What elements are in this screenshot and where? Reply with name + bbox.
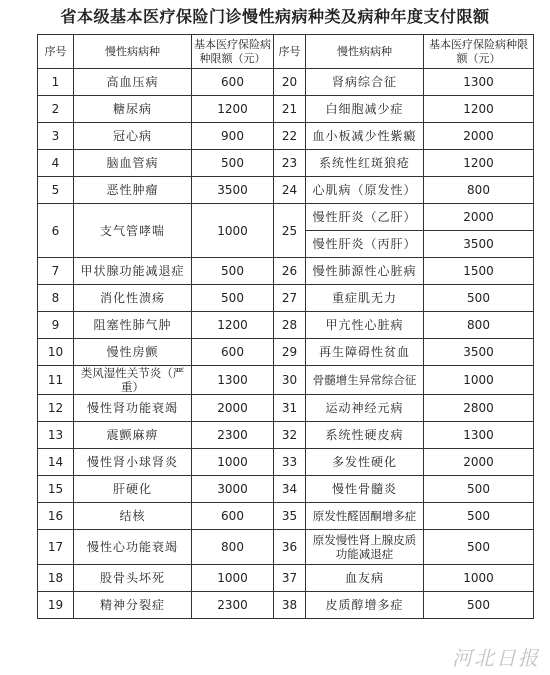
table-row — [38, 476, 534, 503]
table-row — [38, 96, 534, 123]
limit-amount: 2800 — [424, 395, 534, 422]
disease-name: 血友病 — [306, 565, 424, 592]
table-row — [38, 69, 534, 96]
table-row — [38, 530, 534, 565]
row-number: 21 — [274, 96, 306, 123]
disease-name: 系统性硬皮病 — [306, 422, 424, 449]
row-number: 27 — [274, 285, 306, 312]
disease-name: 原发慢性肾上腺皮质功能减退症 — [306, 530, 424, 565]
disease-name: 慢性房颤 — [74, 339, 192, 366]
disease-name: 糖尿病 — [74, 96, 192, 123]
limit-amount: 3500 — [192, 177, 274, 204]
disease-name: 慢性肝炎（丙肝） — [306, 231, 424, 258]
row-number: 28 — [274, 312, 306, 339]
limit-amount: 1200 — [192, 96, 274, 123]
row-number: 23 — [274, 150, 306, 177]
limit-amount: 2000 — [424, 123, 534, 150]
limit-amount: 1000 — [192, 565, 274, 592]
table-row — [38, 366, 534, 395]
disease-name: 慢性肝炎（乙肝） — [306, 204, 424, 231]
disease-name: 原发性醛固酮增多症 — [306, 503, 424, 530]
table-row — [38, 123, 534, 150]
table-row — [38, 258, 534, 285]
row-number: 11 — [38, 366, 74, 395]
table-header-row — [38, 35, 534, 69]
disease-name: 震颤麻痹 — [74, 422, 192, 449]
row-number: 20 — [274, 69, 306, 96]
limit-amount: 600 — [192, 339, 274, 366]
disease-name: 脑血管病 — [74, 150, 192, 177]
disease-name: 高血压病 — [74, 69, 192, 96]
row-number: 19 — [38, 592, 74, 619]
disease-name: 恶性肿瘤 — [74, 177, 192, 204]
header-disease-right: 慢性病病种 — [306, 35, 424, 69]
limit-amount: 2300 — [192, 422, 274, 449]
row-number: 22 — [274, 123, 306, 150]
disease-name: 慢性肾小球肾炎 — [74, 449, 192, 476]
limit-amount: 1300 — [424, 69, 534, 96]
disease-name: 多发性硬化 — [306, 449, 424, 476]
limit-amount: 500 — [192, 285, 274, 312]
disease-name: 慢性肾功能衰竭 — [74, 395, 192, 422]
row-number: 38 — [274, 592, 306, 619]
row-number: 13 — [38, 422, 74, 449]
disease-name: 慢性肺源性心脏病 — [306, 258, 424, 285]
limit-amount: 500 — [424, 503, 534, 530]
limit-amount: 1000 — [424, 565, 534, 592]
limit-amount: 3500 — [424, 231, 534, 258]
table-row — [38, 177, 534, 204]
table-row — [38, 565, 534, 592]
table-row — [38, 592, 534, 619]
table-row — [38, 395, 534, 422]
limit-amount: 1000 — [424, 366, 534, 395]
row-number: 9 — [38, 312, 74, 339]
header-seq: 序号 — [38, 35, 74, 69]
watermark-logo: 河北日报 — [452, 646, 540, 670]
disease-name: 肝硬化 — [74, 476, 192, 503]
row-number: 36 — [274, 530, 306, 565]
table-row — [38, 422, 534, 449]
disease-name: 再生障碍性贫血 — [306, 339, 424, 366]
limit-amount: 1500 — [424, 258, 534, 285]
limit-amount: 500 — [424, 530, 534, 565]
row-number: 15 — [38, 476, 74, 503]
disease-name: 甲亢性心脏病 — [306, 312, 424, 339]
disease-name: 结核 — [74, 503, 192, 530]
disease-name: 血小板减少性紫癜 — [306, 123, 424, 150]
limit-amount: 800 — [192, 530, 274, 565]
disease-name: 重症肌无力 — [306, 285, 424, 312]
row-number: 31 — [274, 395, 306, 422]
row-number: 30 — [274, 366, 306, 395]
table-row — [38, 339, 534, 366]
row-number: 12 — [38, 395, 74, 422]
row-number: 37 — [274, 565, 306, 592]
row-number: 14 — [38, 449, 74, 476]
row-number: 16 — [38, 503, 74, 530]
row-number: 2 — [38, 96, 74, 123]
limit-amount: 500 — [424, 285, 534, 312]
row-number: 26 — [274, 258, 306, 285]
limit-amount: 1200 — [424, 150, 534, 177]
row-number: 8 — [38, 285, 74, 312]
disease-name: 系统性红斑狼疮 — [306, 150, 424, 177]
limit-amount: 600 — [192, 69, 274, 96]
row-number: 18 — [38, 565, 74, 592]
disease-name: 甲状腺功能减退症 — [74, 258, 192, 285]
table-row — [38, 449, 534, 476]
row-number: 35 — [274, 503, 306, 530]
limit-amount: 1200 — [424, 96, 534, 123]
page-title: 省本级基本医疗保险门诊慢性病病种类及病种年度支付限额 — [60, 7, 490, 26]
limit-amount: 1300 — [424, 422, 534, 449]
row-number: 7 — [38, 258, 74, 285]
limit-amount: 900 — [192, 123, 274, 150]
table-row — [38, 285, 534, 312]
header-limit: 基本医疗保险病种限额（元） — [192, 35, 274, 69]
limit-amount: 3500 — [424, 339, 534, 366]
disease-name: 白细胞减少症 — [306, 96, 424, 123]
row-number: 17 — [38, 530, 74, 565]
disease-name: 类风湿性关节炎（严重） — [74, 366, 192, 395]
disease-name: 骨髓增生异常综合征 — [306, 366, 424, 395]
disease-name: 肾病综合征 — [306, 69, 424, 96]
limit-amount: 2300 — [192, 592, 274, 619]
disease-name: 皮质醇增多症 — [306, 592, 424, 619]
table-row — [38, 204, 534, 231]
row-number: 5 — [38, 177, 74, 204]
limit-amount: 800 — [424, 177, 534, 204]
row-number: 6 — [38, 204, 74, 258]
row-number: 3 — [38, 123, 74, 150]
disease-name: 慢性骨髓炎 — [306, 476, 424, 503]
limit-amount: 800 — [424, 312, 534, 339]
limit-amount: 500 — [192, 150, 274, 177]
limit-amount: 1300 — [192, 366, 274, 395]
table-row — [38, 150, 534, 177]
row-number: 34 — [274, 476, 306, 503]
disease-name: 阻塞性肺气肿 — [74, 312, 192, 339]
limit-amount: 500 — [192, 258, 274, 285]
header-limit-right: 基本医疗保险病种限额（元） — [424, 35, 534, 69]
row-number: 29 — [274, 339, 306, 366]
table-row — [38, 312, 534, 339]
header-seq-right: 序号 — [274, 35, 306, 69]
disease-name: 慢性心功能衰竭 — [74, 530, 192, 565]
row-number: 25 — [274, 204, 306, 258]
row-number: 1 — [38, 69, 74, 96]
row-number: 10 — [38, 339, 74, 366]
limit-amount: 1000 — [192, 204, 274, 258]
header-disease: 慢性病病种 — [74, 35, 192, 69]
disease-limit-table — [37, 34, 534, 619]
disease-name: 股骨头坏死 — [74, 565, 192, 592]
table-row — [38, 503, 534, 530]
limit-amount: 1200 — [192, 312, 274, 339]
disease-name: 支气管哮喘 — [74, 204, 192, 258]
limit-amount: 2000 — [192, 395, 274, 422]
disease-name: 运动神经元病 — [306, 395, 424, 422]
limit-amount: 1000 — [192, 449, 274, 476]
limit-amount: 3000 — [192, 476, 274, 503]
limit-amount: 500 — [424, 592, 534, 619]
row-number: 4 — [38, 150, 74, 177]
row-number: 24 — [274, 177, 306, 204]
row-number: 33 — [274, 449, 306, 476]
limit-amount: 2000 — [424, 449, 534, 476]
disease-name: 心肌病（原发性） — [306, 177, 424, 204]
limit-amount: 500 — [424, 476, 534, 503]
row-number: 32 — [274, 422, 306, 449]
disease-name: 冠心病 — [74, 123, 192, 150]
limit-amount: 600 — [192, 503, 274, 530]
disease-name: 消化性溃疡 — [74, 285, 192, 312]
disease-name: 精神分裂症 — [74, 592, 192, 619]
limit-amount: 2000 — [424, 204, 534, 231]
